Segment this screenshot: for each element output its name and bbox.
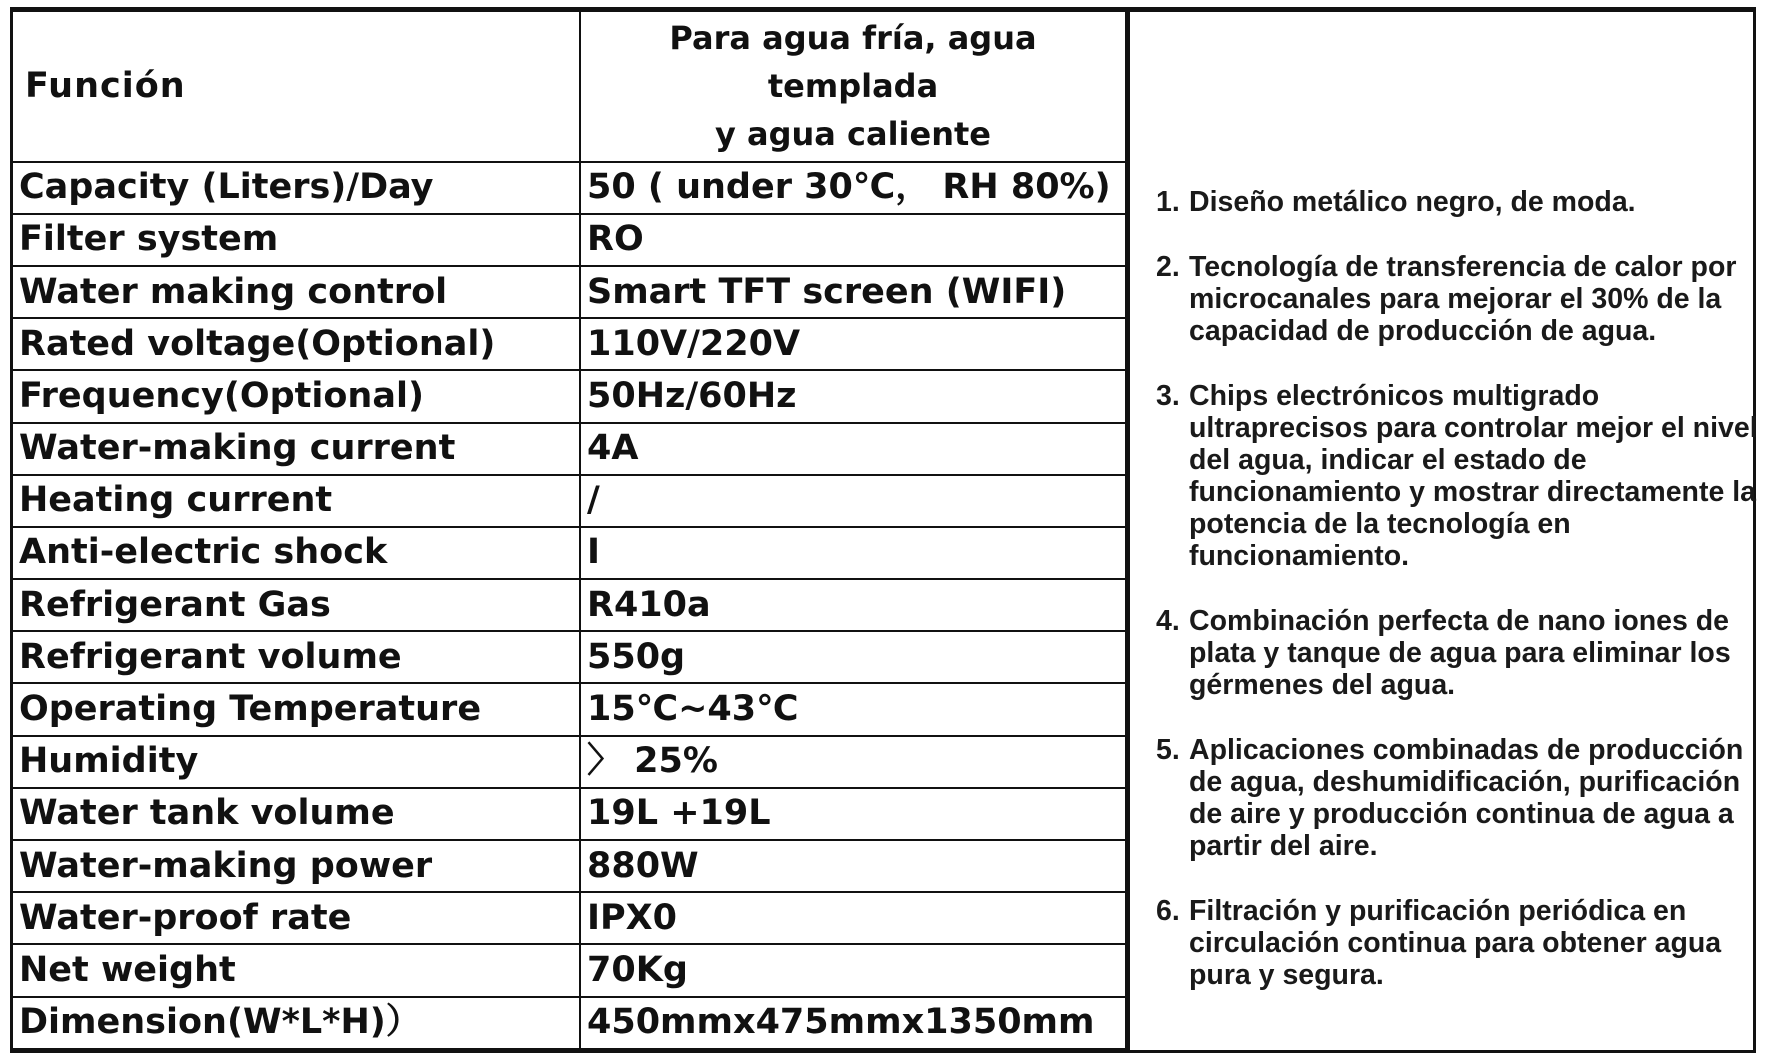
spec-label: Frequency(Optional) [13, 370, 580, 422]
spec-label-dimension [13, 997, 580, 1049]
table-row [13, 840, 1126, 892]
spec-value: 50Hz/60Hz [580, 370, 1126, 422]
spec-label: Water-proof rate [13, 892, 580, 944]
table-row [13, 266, 1126, 318]
spec-label: Water making control [13, 266, 580, 318]
table-row [13, 683, 1126, 735]
feature-text: Chips electrónicos multigrado ultraprecisos para controlar mejor el nivel del agua, indicar el estado de funcionamiento y mostrar directamente la potencia de la tecnología en funcionamiento. [1189, 380, 1758, 572]
spec-label-text: Dimension(W*L*H) [19, 1002, 386, 1043]
spec-label: Filter system [13, 214, 580, 266]
table-row [13, 527, 1126, 579]
spec-label: Operating Temperature [13, 683, 580, 735]
table-row [13, 423, 1126, 475]
feature-number: 5. [1156, 734, 1180, 766]
spec-label: Humidity [13, 736, 580, 788]
spec-value: 4A [580, 423, 1126, 475]
spec-value: R410a [580, 579, 1126, 631]
table-row [13, 892, 1126, 944]
spec-label: Water-making current [13, 423, 580, 475]
spec-label: Refrigerant volume [13, 631, 580, 683]
feature-item [1156, 734, 1766, 862]
spec-label: Rated voltage(Optional) [13, 318, 580, 370]
table-row [13, 736, 1126, 788]
table-row [13, 631, 1126, 683]
spec-label: Net weight [13, 944, 580, 996]
spec-value: / [580, 475, 1126, 527]
table-row [13, 944, 1126, 996]
spec-sheet [10, 7, 1756, 1053]
spec-value: 70Kg [580, 944, 1126, 996]
spec-value: IPX0 [580, 892, 1126, 944]
feature-number: 4. [1156, 605, 1180, 637]
feature-text: Diseño metálico negro, de moda. [1189, 186, 1636, 218]
spec-label: Capacity (Liters)/Day [13, 162, 580, 214]
feature-number: 2. [1156, 251, 1180, 283]
spec-table [13, 12, 1127, 1050]
table-row [13, 162, 1126, 214]
feature-number: 1. [1156, 186, 1180, 218]
spec-value: 110V/220V [580, 318, 1126, 370]
function-title: Función [13, 12, 580, 162]
feature-panel [1126, 12, 1756, 1050]
spec-value: 50 ( under 30℃， RH 80%) [580, 162, 1126, 214]
function-subtitle-line1: Para agua fría, agua templada [669, 19, 1037, 106]
function-subtitle [580, 12, 1126, 162]
table-row [13, 788, 1126, 840]
feature-list [1156, 186, 1766, 1024]
table-header-row [13, 12, 1126, 162]
table-row [13, 214, 1126, 266]
spec-label-suffix: ） [385, 1002, 421, 1043]
spec-label: Water-making power [13, 840, 580, 892]
spec-label: Anti-electric shock [13, 527, 580, 579]
spec-value: I [580, 527, 1126, 579]
function-subtitle-line2: y agua caliente [715, 115, 991, 154]
spec-value: 15℃~43℃ [580, 683, 1126, 735]
feature-text: Combinación perfecta de nano iones de plata y tanque de agua para eliminar los gérmenes del agua. [1189, 605, 1731, 701]
table-row [13, 318, 1126, 370]
feature-text: Tecnología de transferencia de calor por microcanales para mejorar el 30% de la capacidad de producción de agua. [1189, 251, 1737, 347]
spec-value: 〉 25% [580, 736, 1126, 788]
feature-item [1156, 186, 1766, 218]
feature-item [1156, 380, 1766, 572]
spec-value: RO [580, 214, 1126, 266]
spec-value: Smart TFT screen (WIFI) [580, 266, 1126, 318]
spec-value: 550g [580, 631, 1126, 683]
feature-number: 3. [1156, 380, 1180, 412]
table-row [13, 475, 1126, 527]
spec-label: Water tank volume [13, 788, 580, 840]
feature-number: 6. [1156, 895, 1180, 927]
feature-item [1156, 251, 1766, 347]
feature-text: Aplicaciones combinadas de producción de agua, deshumidificación, purificación de aire y producción continua de agua a partir del aire. [1189, 734, 1744, 862]
table-row [13, 997, 1126, 1049]
feature-item [1156, 895, 1766, 991]
spec-value: 450mmx475mmx1350mm [580, 997, 1126, 1049]
table-row [13, 579, 1126, 631]
table-row [13, 370, 1126, 422]
spec-label: Heating current [13, 475, 580, 527]
spec-value: 880W [580, 840, 1126, 892]
feature-item [1156, 605, 1766, 701]
spec-value: 19L +19L [580, 788, 1126, 840]
spec-label: Refrigerant Gas [13, 579, 580, 631]
feature-text: Filtración y purificación periódica en circulación continua para obtener agua pura y segura. [1189, 895, 1722, 991]
